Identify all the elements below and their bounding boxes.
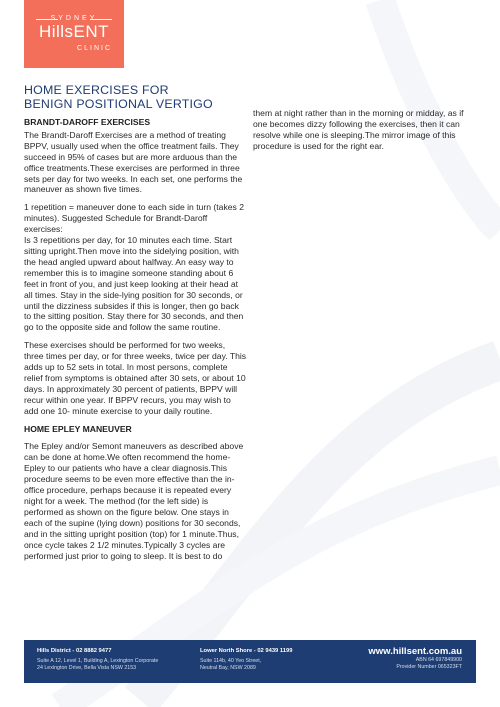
footer-hills-district — [37, 648, 158, 672]
paragraph-repetition — [24, 202, 247, 333]
paragraph-repetition-definition: 1 repetition = maneuver done to each side in turn (takes 2 minutes). Suggested Schedule for Brandt-Daroff exercises: — [24, 202, 244, 235]
footer-bar — [24, 640, 476, 683]
paragraph-duration: These exercises should be performed for two weeks, three times per day, or for three weeks, twice per day. This adds up to 52 sets in total. In most persons, complete relief from symptoms is obtained after 30 sets, or about 10 days. In approximately 30 percent of patients, BPPV will recur within one year. If BPPV recurs, you may wish to add one 10- minute exercise to your daily routine. — [24, 340, 247, 416]
footer-lns-title: Lower North Shore - 02 9439 1199 — [200, 648, 293, 654]
section-heading-home-epley: HOME EPLEY MANEUVER — [24, 423, 132, 434]
logo-line-hillsent: HillsENT — [38, 22, 110, 41]
right-column — [253, 108, 476, 159]
footer-lns-address-line2: Neutral Bay, NSW 2089 — [200, 665, 256, 671]
paragraph-schedule-details: Is 3 repetitions per day, for 10 minutes each time. Start sitting upright.Then move into the sidelying position, with the head angled upward about halfway. An easy way to remember this is to imagine someone standing about 6 feet in front of you, and just keep looking at their head at all times. Stay in the side-lying position for 30 seconds, or until the dizziness subsides if this is longer, then go back to the sitting position. Stay there for 30 seconds, and then go to the opposite side and follow the same routine. — [24, 235, 244, 333]
page-title — [24, 84, 284, 111]
paragraph-epley-continued: them at night rather than in the morning or midday, as if one becomes dizzy following the exercises, then it can resolve while one is sleeping.The mirror image of this procedure is used for the right ear. — [253, 108, 464, 151]
page-title-line1: HOME EXERCISES FOR — [24, 83, 169, 97]
left-column — [24, 117, 247, 568]
section-heading-brandt-daroff: BRANDT-DAROFF EXERCISES — [24, 117, 151, 127]
website-link[interactable]: www.hillsent.com.au — [368, 646, 462, 657]
page-title-line2: BENIGN POSITIONAL VERTIGO — [24, 96, 213, 111]
logo-line-sydney: SYDNEY — [50, 15, 98, 22]
paragraph-home-epley: The Epley and/or Semont maneuvers as described above can be done at home.We often recommend the home-Epley to our patients who have a clear diagnosis.This procedure seems to be even more effective than the in-office procedure, perhaps because it is repeated every night for a week. The method (for the left side) is performed as shown on the figure below. One stays in each of the supine (lying down) positions for 30 seconds, and in the sitting upright position (top) for 1 minute.Thus, once cycle takes 2 1/2 minutes.Typically 3 cycles are performed just prior to going to sleep. It is best to do — [24, 441, 244, 561]
footer-lns-address-line1: Suite 114b, 40 Yeo Street, — [200, 658, 262, 664]
footer-hills-address-line1: Suite A 12, Level 1, Building A, Lexington Corporate — [37, 658, 159, 664]
paragraph-brandt-daroff-intro: The Brandt-Daroff Exercises are a method of treating BPPV, usually used when the office treatment fails. They succeed in 95% of cases but are more arduous than the office treatments.These exercises are performed in three sets per day for two weeks. In each set, one performs the maneuver as shown five times. — [24, 129, 243, 195]
footer-contact — [368, 648, 462, 671]
footer-hills-address-line2: 24 Lexington Drive, Bella Vista NSW 2153 — [37, 665, 137, 671]
clinic-logo — [24, 0, 124, 68]
footer-lower-north-shore — [200, 648, 292, 672]
footer-provider-number: Provider Number 065323FT — [396, 664, 462, 670]
logo-line-clinic: CLINIC — [77, 45, 112, 52]
footer-abn: ABN 64 697849900 — [415, 657, 462, 663]
footer-hills-title: Hills District - 02 8882 9477 — [37, 648, 112, 654]
